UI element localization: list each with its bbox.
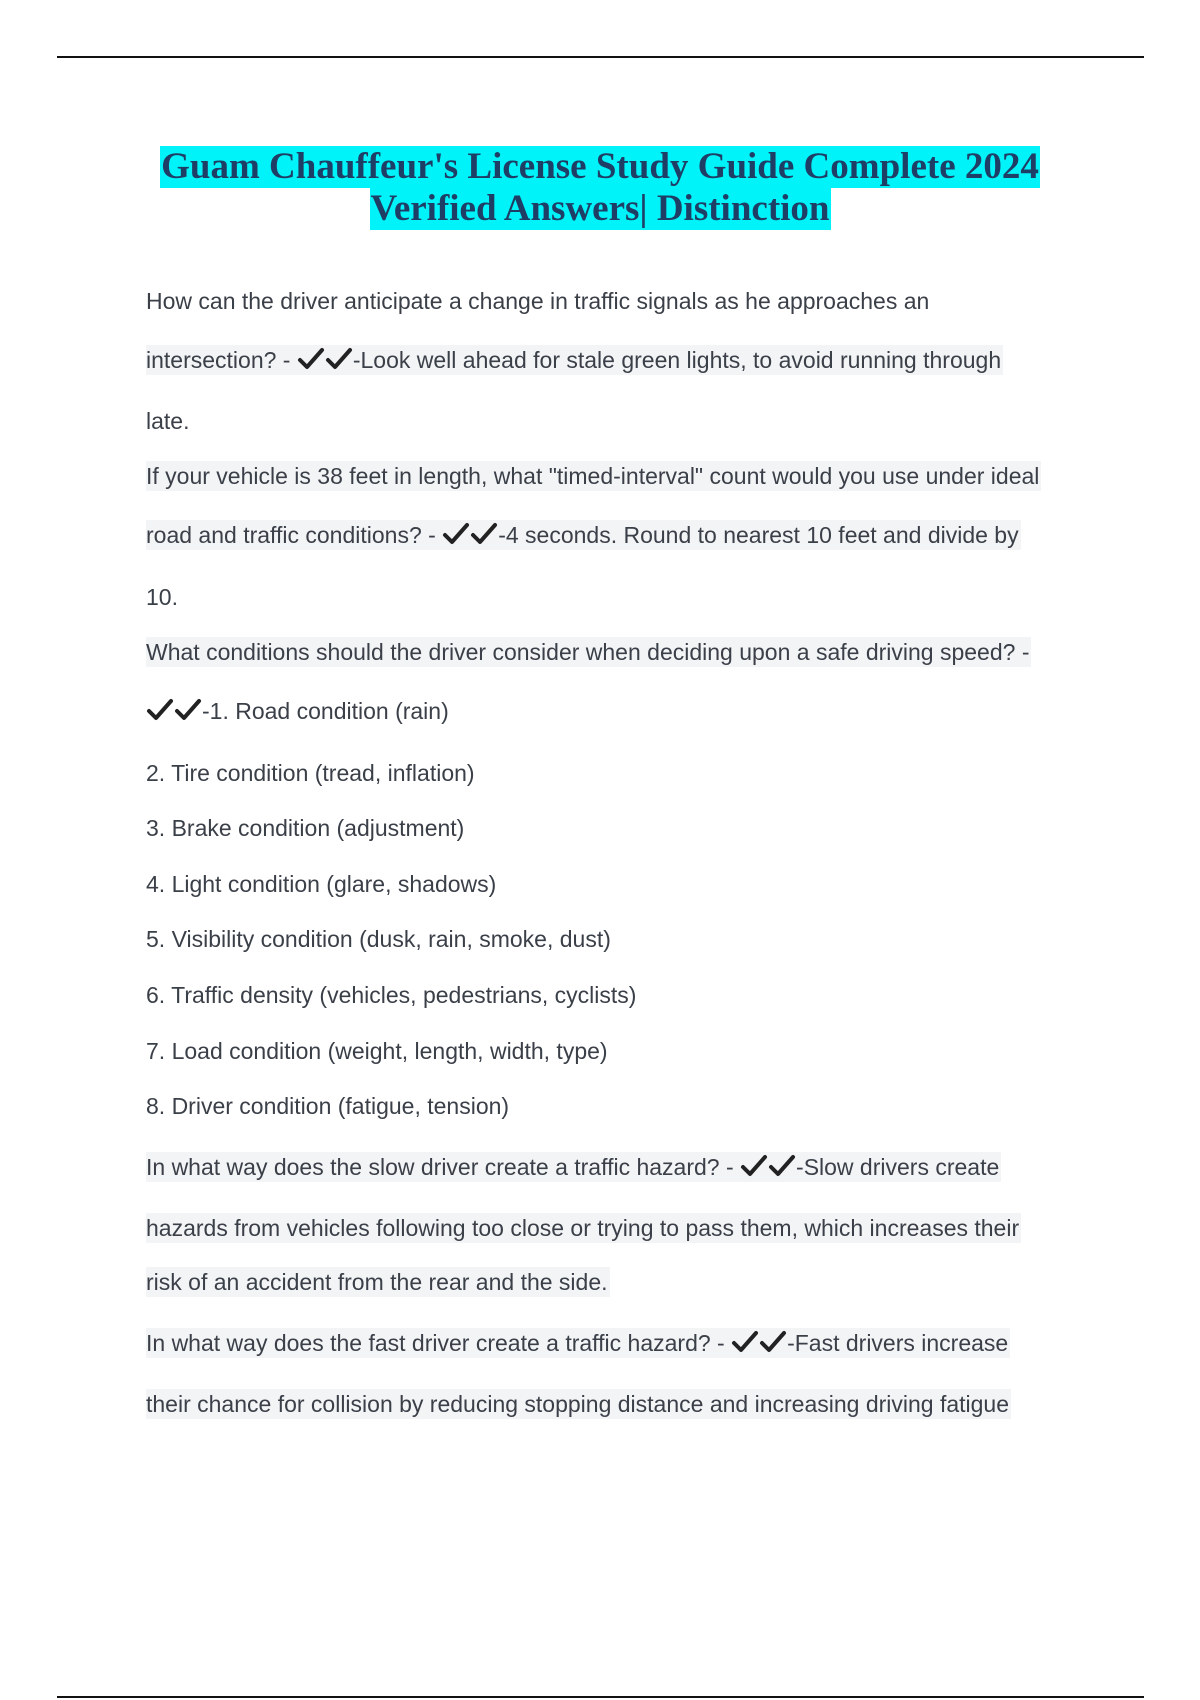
checkmark-icon <box>768 1154 796 1178</box>
q3-item-8-text: 8. Driver condition (fatigue, tension) <box>146 1093 510 1119</box>
document-title <box>0 146 1200 230</box>
checkmark-icon <box>174 698 202 722</box>
q5-answer-start: -Fast drivers increase <box>787 1330 1009 1356</box>
checkmark-icon <box>442 522 470 546</box>
q1-question-end: intersection? - <box>146 347 297 373</box>
q4-line-2 <box>146 1213 1021 1243</box>
q3-item-5 <box>146 924 613 954</box>
q3-item-7 <box>146 1036 610 1066</box>
q5-question: In what way does the fast driver create a traffic hazard? - <box>146 1330 732 1356</box>
q3-item-2 <box>146 758 477 788</box>
top-rule <box>57 56 1144 58</box>
q3-item-3-text: 3. Brake condition (adjustment) <box>146 815 465 841</box>
q4-text-2: hazards from vehicles following too close or trying to pass them, which increases their <box>146 1215 1020 1241</box>
q1-answer: -Look well ahead for stale green lights, to avoid running through <box>352 347 1002 373</box>
q5-line-1 <box>146 1328 1010 1358</box>
checkmark-icon <box>325 347 353 371</box>
q4-text-3: risk of an accident from the rear and the side. <box>146 1269 608 1295</box>
checkmark-icon <box>759 1330 787 1354</box>
q2-answer: -4 seconds. Round to nearest 10 feet and divide by <box>498 522 1019 548</box>
q3-item-4-text: 4. Light condition (glare, shadows) <box>146 871 497 897</box>
q3-text-1: What conditions should the driver consider when deciding upon a safe driving speed? - <box>146 639 1030 665</box>
q5-line-2 <box>146 1389 1011 1419</box>
q1-line-3 <box>146 406 191 436</box>
q1-line-1 <box>146 286 931 316</box>
q2-line-1 <box>146 461 1041 491</box>
q3-item-4 <box>146 869 498 899</box>
checkmark-icon <box>297 347 325 371</box>
q1-text-3: late. <box>146 408 190 434</box>
q5-text-2: their chance for collision by reducing stopping distance and increasing driving fatigue <box>146 1391 1010 1417</box>
title-line-2: Verified Answers| Distinction <box>370 188 830 229</box>
q4-line-3 <box>146 1267 610 1297</box>
q4-answer-start: -Slow drivers create <box>796 1154 1000 1180</box>
q3-answer-item-1: -1. Road condition (rain) <box>202 698 449 724</box>
q3-line-2 <box>146 696 451 726</box>
checkmark-icon <box>146 698 174 722</box>
q3-item-3 <box>146 813 466 843</box>
q4-line-1 <box>146 1152 1001 1182</box>
q3-item-6-text: 6. Traffic density (vehicles, pedestrians, cyclists) <box>146 982 637 1008</box>
checkmark-icon <box>731 1330 759 1354</box>
checkmark-icon <box>470 522 498 546</box>
q3-item-8 <box>146 1091 511 1121</box>
q2-question-end: road and traffic conditions? - <box>146 522 443 548</box>
title-line-1: Guam Chauffeur's License Study Guide Complete 2024 <box>161 146 1039 187</box>
q2-line-3 <box>146 582 180 612</box>
q2-text-3: 10. <box>146 584 178 610</box>
q3-line-1 <box>146 637 1031 667</box>
q2-text-1: If your vehicle is 38 feet in length, what "timed-interval" count would you use under ideal <box>146 463 1040 489</box>
q1-text-1: How can the driver anticipate a change in traffic signals as he approaches an <box>146 288 930 314</box>
q1-line-2 <box>146 345 1003 375</box>
q3-item-7-text: 7. Load condition (weight, length, width, type) <box>146 1038 608 1064</box>
bottom-rule <box>57 1696 1144 1698</box>
q2-line-2 <box>146 520 1021 550</box>
q3-item-5-text: 5. Visibility condition (dusk, rain, smoke, dust) <box>146 926 611 952</box>
q3-item-6 <box>146 980 638 1010</box>
q4-question: In what way does the slow driver create a traffic hazard? - <box>146 1154 741 1180</box>
q3-item-2-text: 2. Tire condition (tread, inflation) <box>146 760 475 786</box>
checkmark-icon <box>740 1154 768 1178</box>
